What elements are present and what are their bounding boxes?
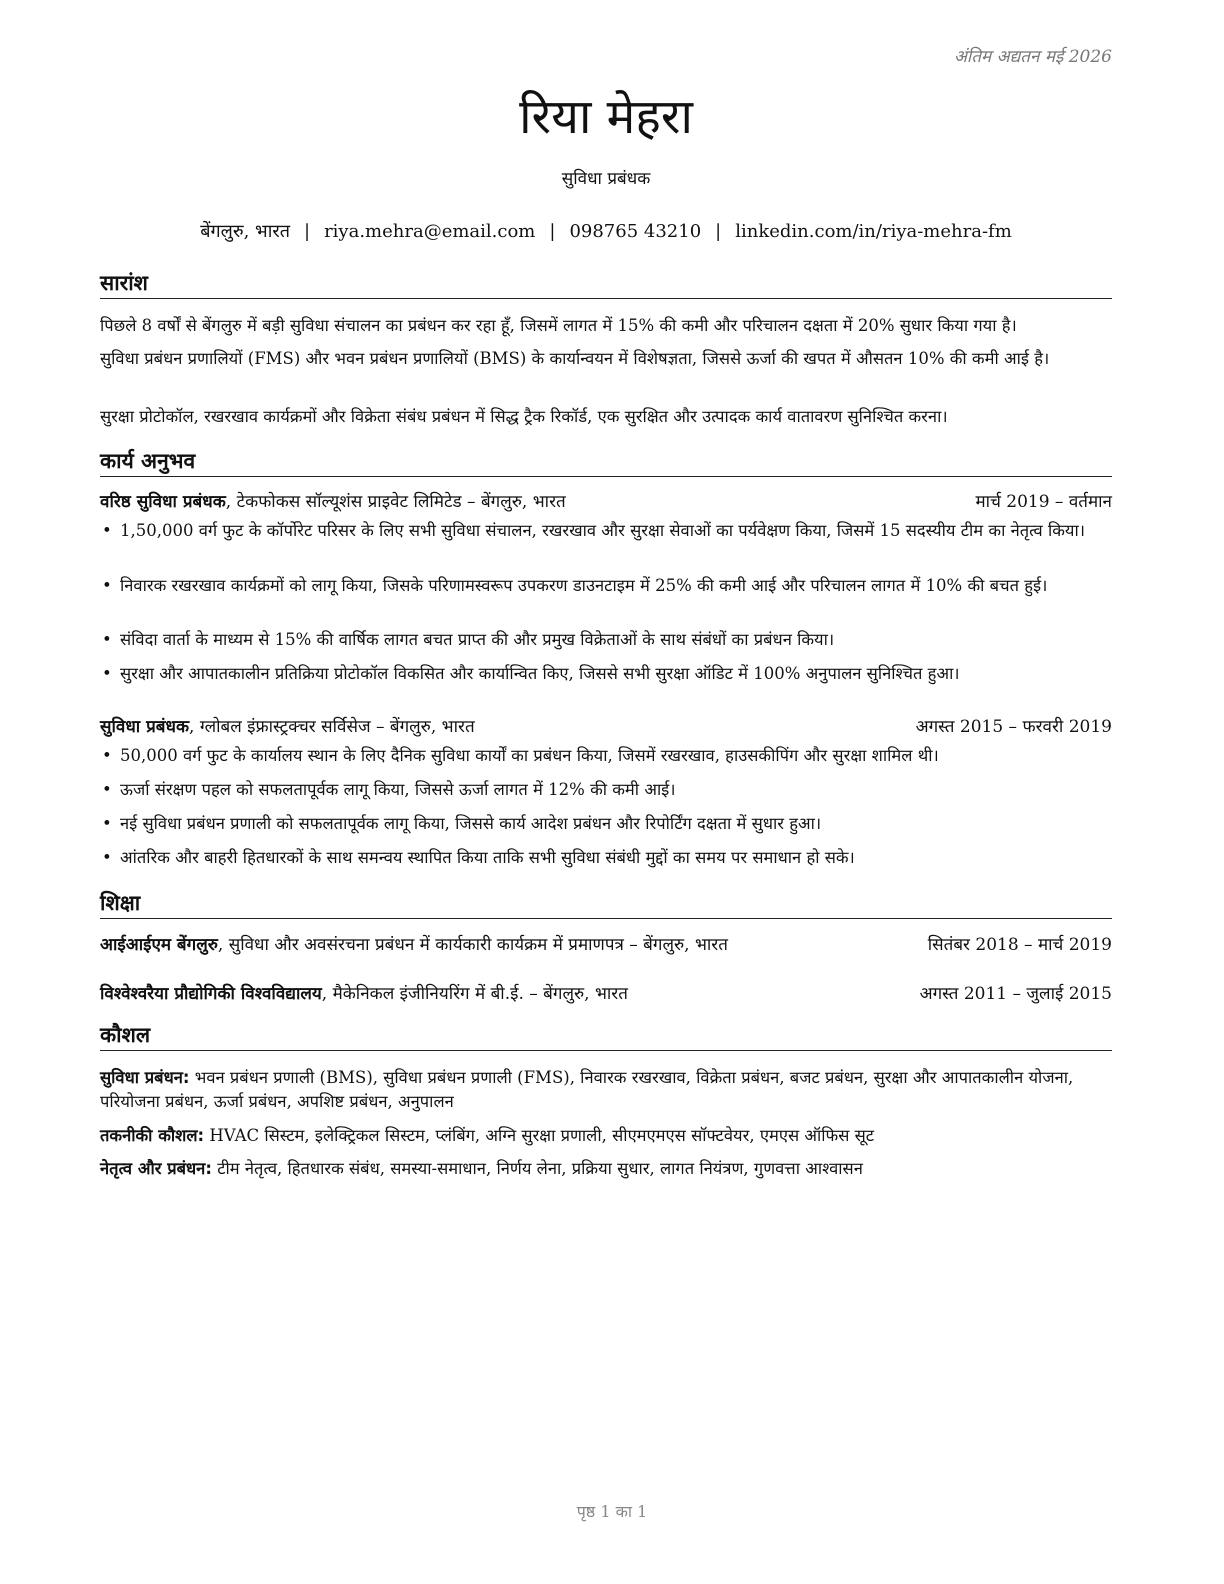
- contact-email[interactable]: riya.mehra@email.com: [324, 221, 536, 242]
- skill-label: नेतृत्व और प्रबंधन:: [100, 1159, 212, 1178]
- skill-value: टीम नेतृत्व, हितधारक संबंध, समस्या-समाधान, निर्णय लेना, प्रक्रिया सुधार, लागत नियंत्रण, गुणवत्ता आश्वासन: [211, 1159, 863, 1178]
- experience-heading: कार्य अनुभव: [100, 448, 1112, 477]
- education-dates: सितंबर 2018 – मार्च 2019: [927, 935, 1112, 955]
- skill-group: [100, 1157, 1112, 1181]
- skill-group: [100, 1124, 1112, 1148]
- job-position: सुविधा प्रबंधक: [100, 717, 190, 737]
- education-detail: , सुविधा और अवसंरचना प्रबंधन में कार्यकारी कार्यक्रम में प्रमाणपत्र – बेंगलुरु, भारत: [217, 935, 728, 955]
- skill-group: [100, 1066, 1112, 1114]
- contact-separator: |: [715, 221, 722, 242]
- job-company: , ग्लोबल इंफ्रास्ट्रक्चर सर्विसेज – बेंगलुरु, भारत: [189, 717, 475, 737]
- contact-location: बेंगलुरु, भारत: [200, 221, 290, 242]
- job-company: , टेकफोकस सॉल्यूशंस प्राइवेट लिमिटेड – बेंगलुरु, भारत: [225, 492, 566, 512]
- job-dates: अगस्त 2015 – फरवरी 2019: [915, 717, 1112, 737]
- skill-value: HVAC सिस्टम, इलेक्ट्रिकल सिस्टम, प्लंबिंग, अग्नि सुरक्षा प्रणाली, सीएमएमएस सॉफ्टवेयर, एमएस ऑफिस सूट: [204, 1126, 875, 1145]
- last-updated: अंतिम अद्यतन मई 2026: [953, 47, 1112, 67]
- job-position: वरिष्ठ सुविधा प्रबंधक: [100, 492, 226, 512]
- education-dates: अगस्त 2011 – जुलाई 2015: [919, 984, 1112, 1004]
- candidate-role: सुविधा प्रबंधक: [561, 169, 651, 189]
- education-school: विश्वेश्वरैया प्रौद्योगिकी विश्वविद्यालय: [100, 984, 322, 1004]
- education-heading: शिक्षा: [100, 890, 1112, 919]
- contact-phone: 098765 43210: [569, 221, 702, 242]
- skill-label: सुविधा प्रबंधन:: [100, 1068, 190, 1087]
- contact-linkedin[interactable]: linkedin.com/in/riya-mehra-fm: [735, 221, 1012, 242]
- page-number: पृष्ठ 1 का 1: [576, 1502, 648, 1521]
- contact-separator: |: [303, 221, 311, 242]
- candidate-name: रिया मेहरा: [519, 89, 693, 145]
- skill-value: भवन प्रबंधन प्रणाली (BMS), सुविधा प्रबंधन प्रणाली (FMS), निवारक रखरखाव, विक्रेता प्रबंधन, बजट प्रबंधन, सुरक्षा और आपातकालीन योजना, परियोजना प्रबंधन, ऊर्जा प्रबंधन, अपशिष्ट प्रबंधन, अनुपालन: [100, 1068, 1074, 1111]
- job-dates: मार्च 2019 – वर्तमान: [975, 492, 1112, 512]
- education-detail: , मैकेनिकल इंजीनियरिंग में बी.ई. – बेंगलुरु, भारत: [321, 984, 628, 1004]
- summary-heading: सारांश: [100, 270, 1112, 299]
- summary-paragraph: सुरक्षा प्रोटोकॉल, रखरखाव कार्यक्रमों और विक्रेता संबंध प्रबंधन में सिद्ध ट्रैक रिकॉर्ड, एक सुरक्षित और उत्पादक कार्य वातावरण सुनिश्चित करना।: [100, 407, 948, 426]
- skills-heading: कौशल: [100, 1022, 1112, 1051]
- skill-label: तकनीकी कौशल:: [100, 1126, 205, 1145]
- contact-line: [100, 219, 1112, 243]
- education-school: आईआईएम बेंगलुरु: [100, 935, 218, 955]
- summary-paragraph: पिछले 8 वर्षों से बेंगलुरु में बड़ी सुविधा संचालन का प्रबंधन कर रहा हूँ, जिसमें लागत में 15% की कमी और परिचालन दक्षता में 20% सुधार किया गया है।: [100, 316, 1017, 335]
- summary-paragraph: सुविधा प्रबंधन प्रणालियों (FMS) और भवन प्रबंधन प्रणालियों (BMS) के कार्यान्वयन में विशेषज्ञता, जिससे ऊर्जा की खपत में औसतन 10% की कमी आई है।: [100, 349, 1050, 368]
- contact-separator: |: [549, 221, 556, 242]
